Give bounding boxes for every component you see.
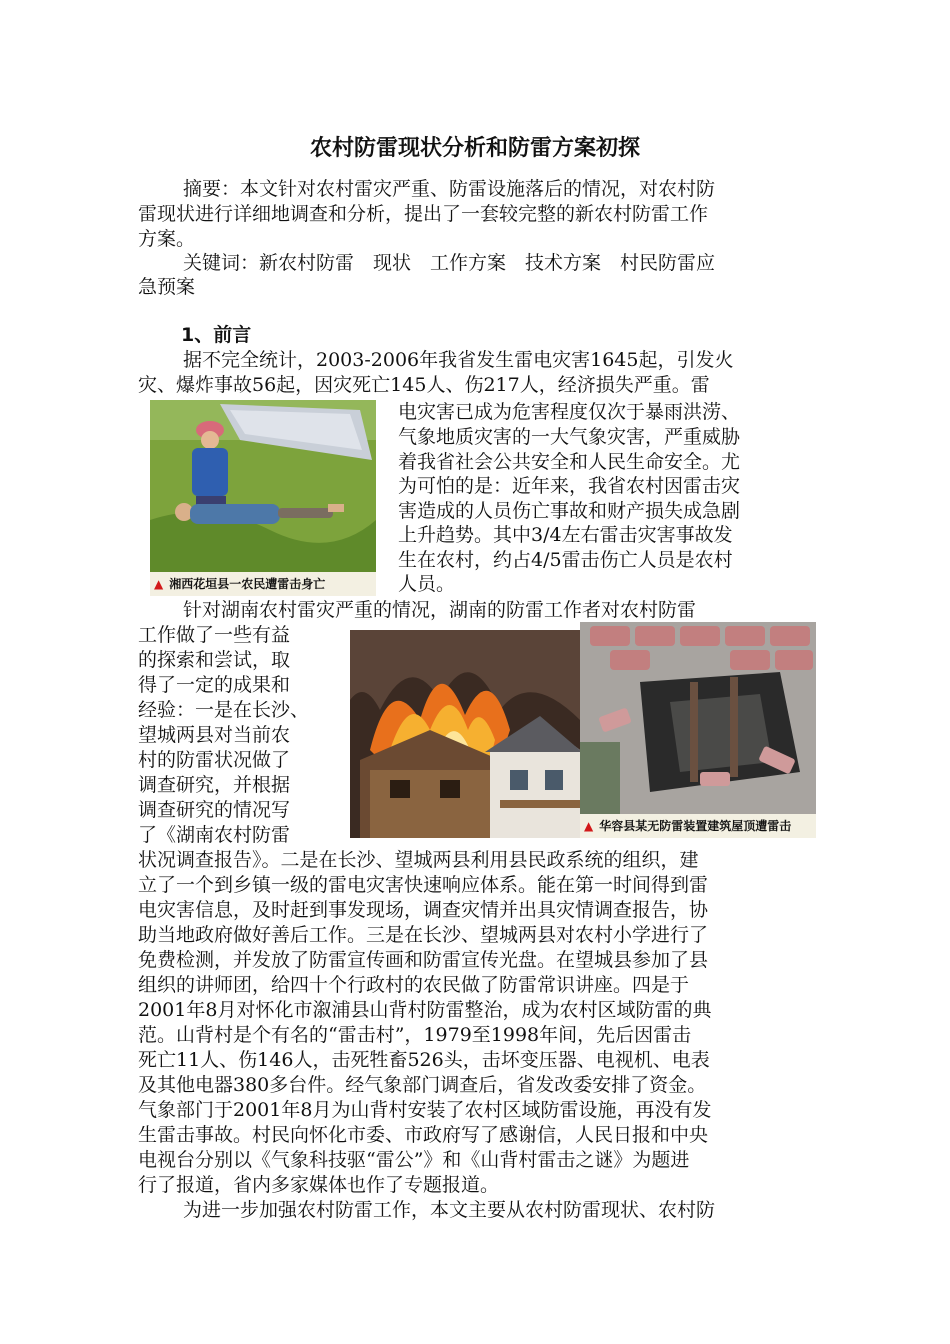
photo-lightning-victim-image xyxy=(150,400,376,572)
body-line: 了《湖南农村防雷 xyxy=(138,824,291,846)
body-line: 工作做了一些有益 xyxy=(138,624,291,646)
body-line: 得了一定的成果和 xyxy=(138,674,291,696)
photo-damaged-roof-image xyxy=(580,622,816,814)
photo-damaged-roof xyxy=(580,622,816,838)
abstract-line: 雷现状进行详细地调查和分析，提出了一套较完整的新农村防雷工作 xyxy=(138,203,709,225)
body-line: 电灾害信息，及时赶到事发现场，调查灾情并出具灾情调查报告，协 xyxy=(138,899,709,921)
photo-house-fire xyxy=(350,630,580,838)
body-line: 调查研究的情况写 xyxy=(138,799,291,821)
body-line: 着我省社会公共安全和人民生命安全。尤 xyxy=(398,451,741,473)
body-line: 及其他电器380多台件。经气象部门调查后，省发改委安排了资金。 xyxy=(138,1074,707,1096)
section-heading: 1、前言 xyxy=(181,324,252,346)
body-line: 组织的讲师团，给四十个行政村的农民做了防雷常识讲座。四是于 xyxy=(138,974,690,996)
body-line: 害造成的人员伤亡事故和财产损失成急剧 xyxy=(398,500,741,522)
body-line: 电视台分别以《气象科技驱“雷公”》和《山背村雷击之谜》为题进 xyxy=(138,1149,690,1171)
figure-caption: ▲ 湘西花垣县一农民遭雷击身亡 xyxy=(150,572,376,596)
body-line: 气象部门于2001年8月为山背村安装了农村区域防雷设施，再没有发 xyxy=(138,1099,712,1121)
body-line: 的探索和尝试，取 xyxy=(138,649,291,671)
body-line: 范。山背村是个有名的“雷击村”，1979至1998年间，先后因雷击 xyxy=(138,1024,692,1046)
body-line: 针对湖南农村雷灾严重的情况，湖南的防雷工作者对农村防雷 xyxy=(183,599,697,621)
body-line: 村的防雷状况做了 xyxy=(138,749,291,771)
body-line: 上升趋势。其中3/4左右雷击灾害事故发 xyxy=(398,524,733,546)
body-line: 死亡11人、伤146人，击死牲畜526头，击坏变压器、电视机、电表 xyxy=(138,1049,710,1071)
photo-house-fire-image xyxy=(350,630,580,838)
body-line: 状况调查报告》。二是在长沙、望城两县利用县民政系统的组织，建 xyxy=(138,849,699,871)
photo-lightning-victim xyxy=(150,400,376,596)
body-line: 人员。 xyxy=(398,573,456,595)
keywords-line: 关键词：新农村防雷 现状 工作方案 技术方案 村民防雷应 xyxy=(183,252,716,274)
body-line: 助当地政府做好善后工作。三是在长沙、望城两县对农村小学进行了 xyxy=(138,924,709,946)
body-line: 立了一个到乡镇一级的雷电灾害快速响应体系。能在第一时间得到雷 xyxy=(138,874,709,896)
body-line: 行了报道，省内多家媒体也作了专题报道。 xyxy=(138,1174,500,1196)
body-line: 生雷击事故。村民向怀化市委、市政府写了感谢信，人民日报和中央 xyxy=(138,1124,709,1146)
body-line: 据不完全统计，2003-2006年我省发生雷电灾害1645起，引发火 xyxy=(183,349,734,371)
caption-triangle-icon: ▲ xyxy=(584,819,594,833)
body-line: 为进一步加强农村防雷工作，本文主要从农村防雷现状、农村防 xyxy=(183,1199,716,1221)
keywords-line: 急预案 xyxy=(138,276,196,298)
body-line: 调查研究，并根据 xyxy=(138,774,291,796)
body-line: 望城两县对当前农 xyxy=(138,724,291,746)
body-line: 为可怕的是：近年来，我省农村因雷击灾 xyxy=(398,475,741,497)
abstract-line: 方案。 xyxy=(138,228,196,250)
body-line: 免费检测，并发放了防雷宣传画和防雷宣传光盘。在望城县参加了县 xyxy=(138,949,709,971)
caption-triangle-icon: ▲ xyxy=(154,577,164,591)
body-line: 经验：一是在长沙、 xyxy=(138,699,310,721)
body-line: 灾、爆炸事故56起，因灾死亡145人、伤217人，经济损失严重。雷 xyxy=(138,374,710,396)
body-line: 生在农村，约占4/5雷击伤亡人员是农村 xyxy=(398,549,733,571)
abstract-line: 摘要：本文针对农村雷灾严重、防雷设施落后的情况，对农村防 xyxy=(183,178,716,200)
body-line: 气象地质灾害的一大气象灾害，严重威胁 xyxy=(398,426,741,448)
figure-caption: ▲ 华容县某无防雷装置建筑屋顶遭雷击 xyxy=(580,814,816,838)
page-title: 农村防雷现状分析和防雷方案初探 xyxy=(309,136,640,161)
body-line: 2001年8月对怀化市溆浦县山背村防雷整治，成为农村区域防雷的典 xyxy=(138,999,712,1021)
body-line: 电灾害已成为危害程度仅次于暴雨洪涝、 xyxy=(398,401,741,423)
